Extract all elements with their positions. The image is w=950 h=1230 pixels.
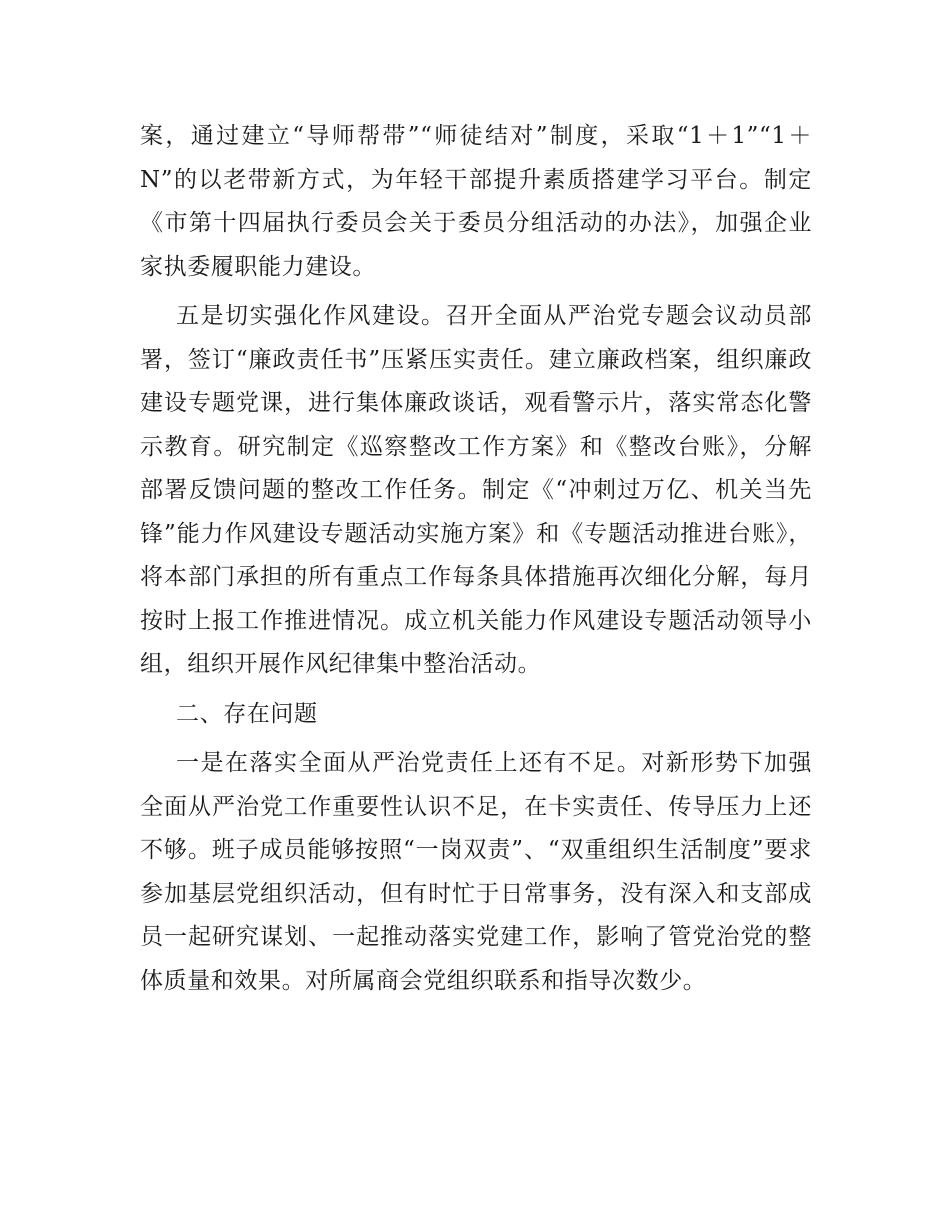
paragraph-responsibility: 一是在落实全面从严治党责任上还有不足。对新形势下加强全面从严治党工作重要性认识不足，在卡实责任、传导压力上还不够。班子成员能够按照“一岗双责”、“双重组织生活制度”要求参加基层党组织活动，但有时忙于日常事务，没有深入和支部成员一起研究谋划、一起推动落实党建工作，影响了管党治党的整体质量和效果。对所属商会党组织联系和指导次数少。 [140, 750, 812, 994]
paragraph-continuation: 案，通过建立“导师帮带”“师徒结对”制度，采取“1＋1”“1＋N”的以老带新方式，为年轻干部提升素质搭建学习平台。制定《市第十四届执行委员会关于委员分组活动的办法》，加强企业家执委履职能力建设。 [140, 123, 812, 280]
paragraph-work-style: 五是切实强化作风建设。召开全面从严治党专题会议动员部署，签订“廉政责任书”压紧压实责任。建立廉政档案，组织廉政建设专题党课，进行集体廉政谈话，观看警示片，落实常态化警示教育。研究制定《巡察整改工作方案》和《整改台账》，分解部署反馈问题的整改工作任务。制定《“冲刺过万亿、机关当先锋”能力作风建设专题活动实施方案》和《专题活动推进台账》，将本部门承担的所有重点工作每条具体措施再次细化分解，每月按时上报工作推进情况。成立机关能力作风建设专题活动领导小组，组织开展作风纪律集中整治活动。 [140, 303, 812, 677]
section-heading-problems: 二、存在问题 [176, 700, 318, 727]
document-page [140, 115, 812, 1009]
